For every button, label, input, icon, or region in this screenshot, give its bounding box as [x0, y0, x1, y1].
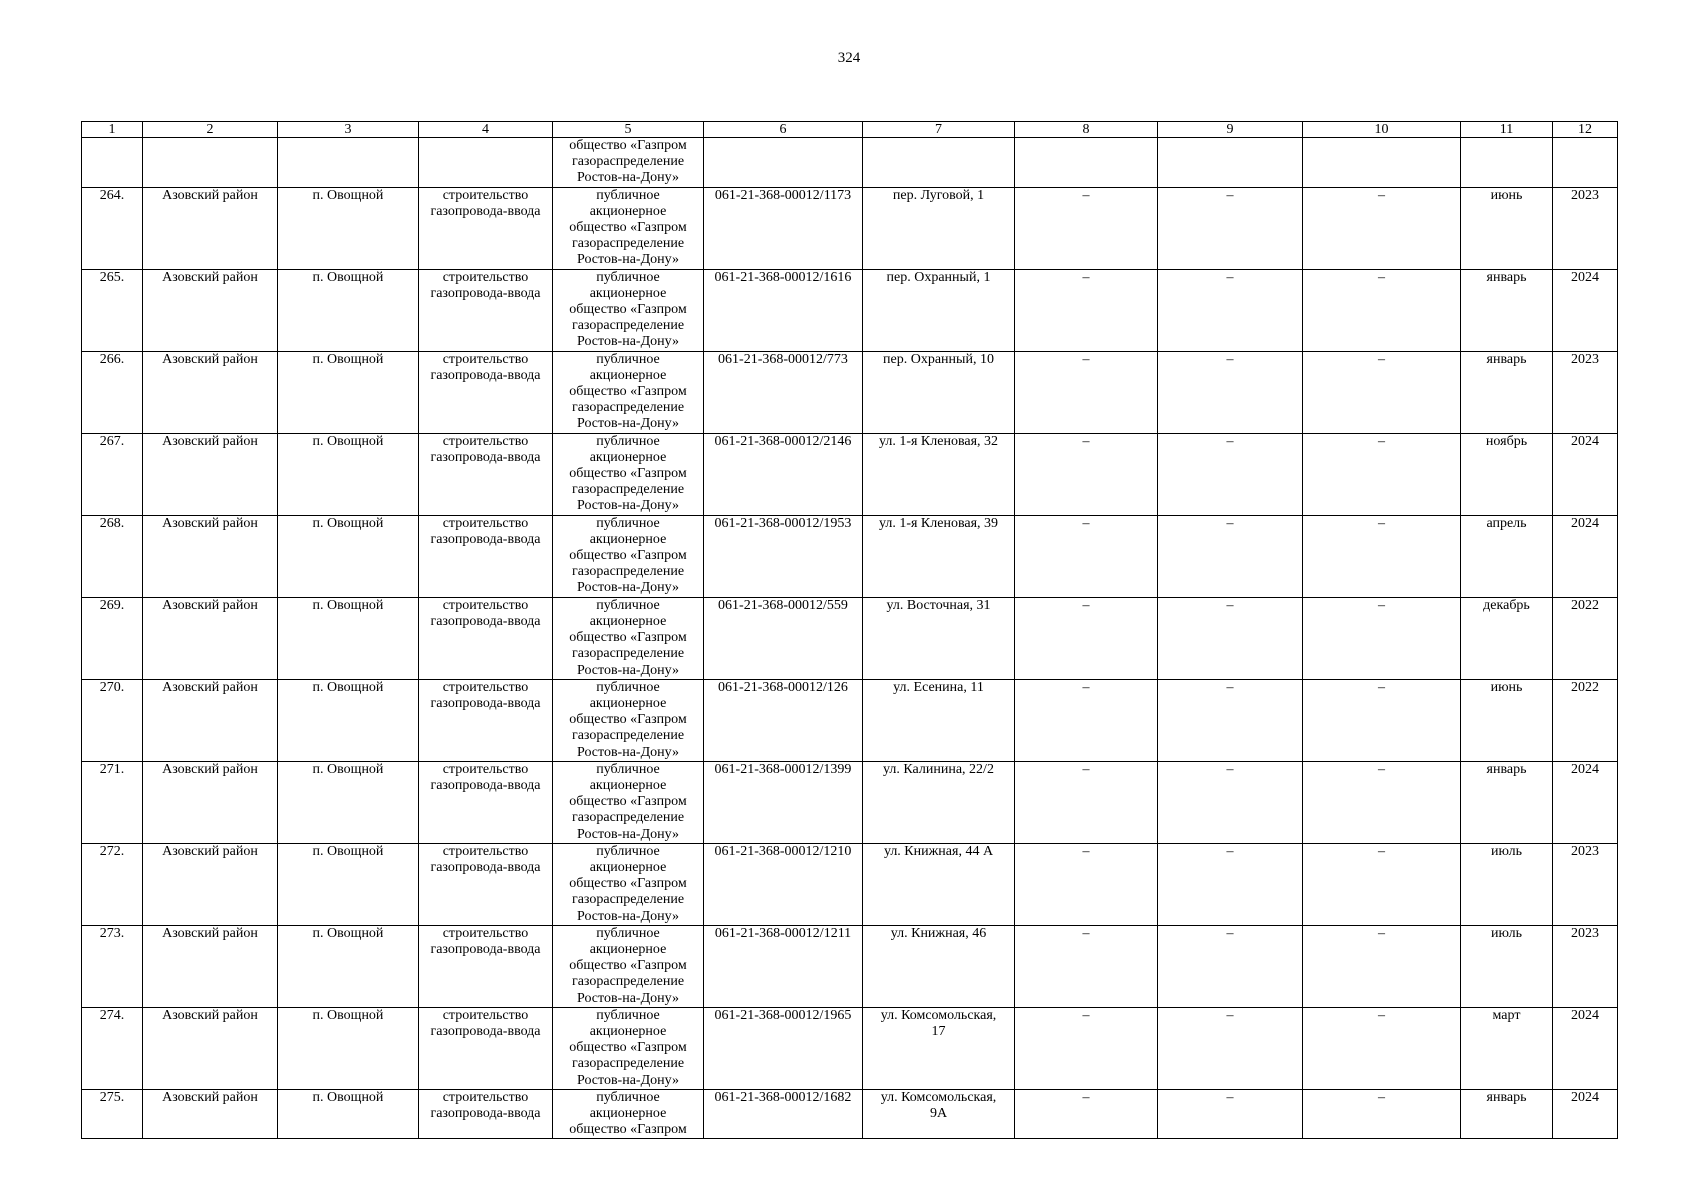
work-type-cell: строительство газопровода-ввода	[419, 925, 553, 1007]
settlement-cell: п. Овощной	[278, 925, 419, 1007]
column-8-cell: –	[1015, 1089, 1158, 1139]
column-10-cell: –	[1303, 433, 1461, 515]
address-cell: ул. Восточная, 31	[863, 597, 1015, 679]
organization-cell: публичное акционерное общество «Газпром газораспределение Ростов-на-Дону»	[553, 187, 704, 269]
work-type-cell: строительство газопровода-ввода	[419, 351, 553, 433]
year-cell: 2023	[1553, 843, 1618, 925]
row-number-cell: 269.	[82, 597, 143, 679]
row-number-cell: 274.	[82, 1007, 143, 1089]
column-number: 2	[143, 122, 278, 138]
district-cell: Азовский район	[143, 597, 278, 679]
settlement-cell: п. Овощной	[278, 187, 419, 269]
column-8-cell: –	[1015, 515, 1158, 597]
work-type-cell: строительство газопровода-ввода	[419, 515, 553, 597]
column-number: 10	[1303, 122, 1461, 138]
column-number: 1	[82, 122, 143, 138]
address-cell: ул. Комсомольская, 17	[863, 1007, 1015, 1089]
column-number: 12	[1553, 122, 1618, 138]
object-code-cell: 061-21-368-00012/1173	[704, 187, 863, 269]
organization-cell: общество «Газпром газораспределение Ростов-на-Дону»	[553, 138, 704, 188]
settlement-cell: п. Овощной	[278, 1007, 419, 1089]
continuation-row	[82, 138, 1618, 188]
organization-cell: публичное акционерное общество «Газпром газораспределение Ростов-на-Дону»	[553, 597, 704, 679]
organization-cell: публичное акционерное общество «Газпром газораспределение Ростов-на-Дону»	[553, 1007, 704, 1089]
column-9-cell: –	[1158, 1089, 1303, 1139]
column-9-cell: –	[1158, 269, 1303, 351]
table-cell	[1158, 138, 1303, 188]
settlement-cell: п. Овощной	[278, 679, 419, 761]
table-cell	[82, 138, 143, 188]
settlement-cell: п. Овощной	[278, 433, 419, 515]
month-cell: июль	[1461, 843, 1553, 925]
column-10-cell: –	[1303, 515, 1461, 597]
work-type-cell: строительство газопровода-ввода	[419, 1089, 553, 1139]
address-cell: ул. Книжная, 44 А	[863, 843, 1015, 925]
district-cell: Азовский район	[143, 433, 278, 515]
month-cell: июнь	[1461, 679, 1553, 761]
table-row	[82, 843, 1618, 925]
settlement-cell: п. Овощной	[278, 269, 419, 351]
month-cell: январь	[1461, 761, 1553, 843]
column-9-cell: –	[1158, 679, 1303, 761]
row-number-cell: 275.	[82, 1089, 143, 1139]
settlement-cell: п. Овощной	[278, 843, 419, 925]
work-type-cell: строительство газопровода-ввода	[419, 843, 553, 925]
month-cell: июнь	[1461, 187, 1553, 269]
table-cell	[143, 138, 278, 188]
column-9-cell: –	[1158, 433, 1303, 515]
table-row	[82, 515, 1618, 597]
organization-cell: публичное акционерное общество «Газпром	[553, 1089, 704, 1139]
organization-cell: публичное акционерное общество «Газпром газораспределение Ростов-на-Дону»	[553, 925, 704, 1007]
column-8-cell: –	[1015, 187, 1158, 269]
work-type-cell: строительство газопровода-ввода	[419, 597, 553, 679]
table-row	[82, 187, 1618, 269]
year-cell: 2024	[1553, 1089, 1618, 1139]
settlement-cell: п. Овощной	[278, 761, 419, 843]
column-number: 11	[1461, 122, 1553, 138]
column-number: 8	[1015, 122, 1158, 138]
table-row	[82, 269, 1618, 351]
object-code-cell: 061-21-368-00012/126	[704, 679, 863, 761]
column-9-cell: –	[1158, 515, 1303, 597]
data-table	[81, 121, 1618, 1139]
column-10-cell: –	[1303, 597, 1461, 679]
organization-cell: публичное акционерное общество «Газпром газораспределение Ростов-на-Дону»	[553, 269, 704, 351]
object-code-cell: 061-21-368-00012/1682	[704, 1089, 863, 1139]
district-cell: Азовский район	[143, 925, 278, 1007]
year-cell: 2022	[1553, 597, 1618, 679]
row-number-cell: 268.	[82, 515, 143, 597]
address-cell: пер. Охранный, 1	[863, 269, 1015, 351]
table-cell	[704, 138, 863, 188]
column-8-cell: –	[1015, 843, 1158, 925]
organization-cell: публичное акционерное общество «Газпром газораспределение Ростов-на-Дону»	[553, 679, 704, 761]
column-9-cell: –	[1158, 843, 1303, 925]
year-cell: 2023	[1553, 187, 1618, 269]
organization-cell: публичное акционерное общество «Газпром газораспределение Ростов-на-Дону»	[553, 433, 704, 515]
district-cell: Азовский район	[143, 515, 278, 597]
year-cell: 2024	[1553, 269, 1618, 351]
column-number: 9	[1158, 122, 1303, 138]
column-8-cell: –	[1015, 761, 1158, 843]
settlement-cell: п. Овощной	[278, 351, 419, 433]
district-cell: Азовский район	[143, 269, 278, 351]
organization-cell: публичное акционерное общество «Газпром газораспределение Ростов-на-Дону»	[553, 843, 704, 925]
district-cell: Азовский район	[143, 679, 278, 761]
year-cell: 2023	[1553, 925, 1618, 1007]
district-cell: Азовский район	[143, 187, 278, 269]
table-cell	[419, 138, 553, 188]
settlement-cell: п. Овощной	[278, 515, 419, 597]
table-cell	[1015, 138, 1158, 188]
column-8-cell: –	[1015, 679, 1158, 761]
column-number: 7	[863, 122, 1015, 138]
address-cell: пер. Луговой, 1	[863, 187, 1015, 269]
table-cell	[1553, 138, 1618, 188]
organization-cell: публичное акционерное общество «Газпром газораспределение Ростов-на-Дону»	[553, 761, 704, 843]
address-cell: ул. 1-я Кленовая, 32	[863, 433, 1015, 515]
settlement-cell: п. Овощной	[278, 597, 419, 679]
row-number-cell: 267.	[82, 433, 143, 515]
object-code-cell: 061-21-368-00012/1953	[704, 515, 863, 597]
row-number-cell: 264.	[82, 187, 143, 269]
year-cell: 2022	[1553, 679, 1618, 761]
month-cell: июль	[1461, 925, 1553, 1007]
object-code-cell: 061-21-368-00012/2146	[704, 433, 863, 515]
row-number-cell: 265.	[82, 269, 143, 351]
work-type-cell: строительство газопровода-ввода	[419, 1007, 553, 1089]
object-code-cell: 061-21-368-00012/1399	[704, 761, 863, 843]
district-cell: Азовский район	[143, 1089, 278, 1139]
table-cell	[1461, 138, 1553, 188]
object-code-cell: 061-21-368-00012/1210	[704, 843, 863, 925]
organization-cell: публичное акционерное общество «Газпром газораспределение Ростов-на-Дону»	[553, 515, 704, 597]
settlement-cell: п. Овощной	[278, 1089, 419, 1139]
district-cell: Азовский район	[143, 761, 278, 843]
month-cell: январь	[1461, 1089, 1553, 1139]
column-10-cell: –	[1303, 1089, 1461, 1139]
column-number: 4	[419, 122, 553, 138]
address-cell: ул. Комсомольская, 9А	[863, 1089, 1015, 1139]
work-type-cell: строительство газопровода-ввода	[419, 187, 553, 269]
table-row	[82, 679, 1618, 761]
address-cell: ул. 1-я Кленовая, 39	[863, 515, 1015, 597]
month-cell: январь	[1461, 269, 1553, 351]
table-row	[82, 925, 1618, 1007]
organization-cell: публичное акционерное общество «Газпром газораспределение Ростов-на-Дону»	[553, 351, 704, 433]
object-code-cell: 061-21-368-00012/773	[704, 351, 863, 433]
page-number: 324	[837, 50, 861, 66]
address-cell: ул. Калинина, 22/2	[863, 761, 1015, 843]
column-9-cell: –	[1158, 351, 1303, 433]
month-cell: ноябрь	[1461, 433, 1553, 515]
column-8-cell: –	[1015, 433, 1158, 515]
year-cell: 2024	[1553, 761, 1618, 843]
row-number-cell: 272.	[82, 843, 143, 925]
district-cell: Азовский район	[143, 843, 278, 925]
address-cell: ул. Книжная, 46	[863, 925, 1015, 1007]
month-cell: январь	[1461, 351, 1553, 433]
column-8-cell: –	[1015, 1007, 1158, 1089]
column-number: 6	[704, 122, 863, 138]
work-type-cell: строительство газопровода-ввода	[419, 269, 553, 351]
column-9-cell: –	[1158, 1007, 1303, 1089]
row-number-cell: 271.	[82, 761, 143, 843]
work-type-cell: строительство газопровода-ввода	[419, 679, 553, 761]
column-8-cell: –	[1015, 925, 1158, 1007]
column-10-cell: –	[1303, 1007, 1461, 1089]
work-type-cell: строительство газопровода-ввода	[419, 761, 553, 843]
object-code-cell: 061-21-368-00012/1965	[704, 1007, 863, 1089]
column-number: 3	[278, 122, 419, 138]
table-cell	[278, 138, 419, 188]
column-number: 5	[553, 122, 704, 138]
year-cell: 2024	[1553, 433, 1618, 515]
district-cell: Азовский район	[143, 1007, 278, 1089]
table-cell	[863, 138, 1015, 188]
column-10-cell: –	[1303, 187, 1461, 269]
row-number-cell: 270.	[82, 679, 143, 761]
object-code-cell: 061-21-368-00012/1211	[704, 925, 863, 1007]
table-row	[82, 597, 1618, 679]
table-row	[82, 1007, 1618, 1089]
column-9-cell: –	[1158, 761, 1303, 843]
column-8-cell: –	[1015, 597, 1158, 679]
column-10-cell: –	[1303, 761, 1461, 843]
column-10-cell: –	[1303, 679, 1461, 761]
month-cell: март	[1461, 1007, 1553, 1089]
column-10-cell: –	[1303, 925, 1461, 1007]
column-10-cell: –	[1303, 269, 1461, 351]
table-row	[82, 761, 1618, 843]
year-cell: 2024	[1553, 1007, 1618, 1089]
month-cell: апрель	[1461, 515, 1553, 597]
year-cell: 2024	[1553, 515, 1618, 597]
column-number-row	[82, 122, 1618, 138]
year-cell: 2023	[1553, 351, 1618, 433]
object-code-cell: 061-21-368-00012/559	[704, 597, 863, 679]
column-10-cell: –	[1303, 351, 1461, 433]
column-9-cell: –	[1158, 187, 1303, 269]
work-type-cell: строительство газопровода-ввода	[419, 433, 553, 515]
row-number-cell: 273.	[82, 925, 143, 1007]
column-9-cell: –	[1158, 925, 1303, 1007]
district-cell: Азовский район	[143, 351, 278, 433]
table-cell	[1303, 138, 1461, 188]
object-code-cell: 061-21-368-00012/1616	[704, 269, 863, 351]
column-8-cell: –	[1015, 351, 1158, 433]
column-10-cell: –	[1303, 843, 1461, 925]
table-row	[82, 433, 1618, 515]
month-cell: декабрь	[1461, 597, 1553, 679]
row-number-cell: 266.	[82, 351, 143, 433]
table-row	[82, 1089, 1618, 1139]
column-9-cell: –	[1158, 597, 1303, 679]
address-cell: пер. Охранный, 10	[863, 351, 1015, 433]
table-row	[82, 351, 1618, 433]
address-cell: ул. Есенина, 11	[863, 679, 1015, 761]
column-8-cell: –	[1015, 269, 1158, 351]
